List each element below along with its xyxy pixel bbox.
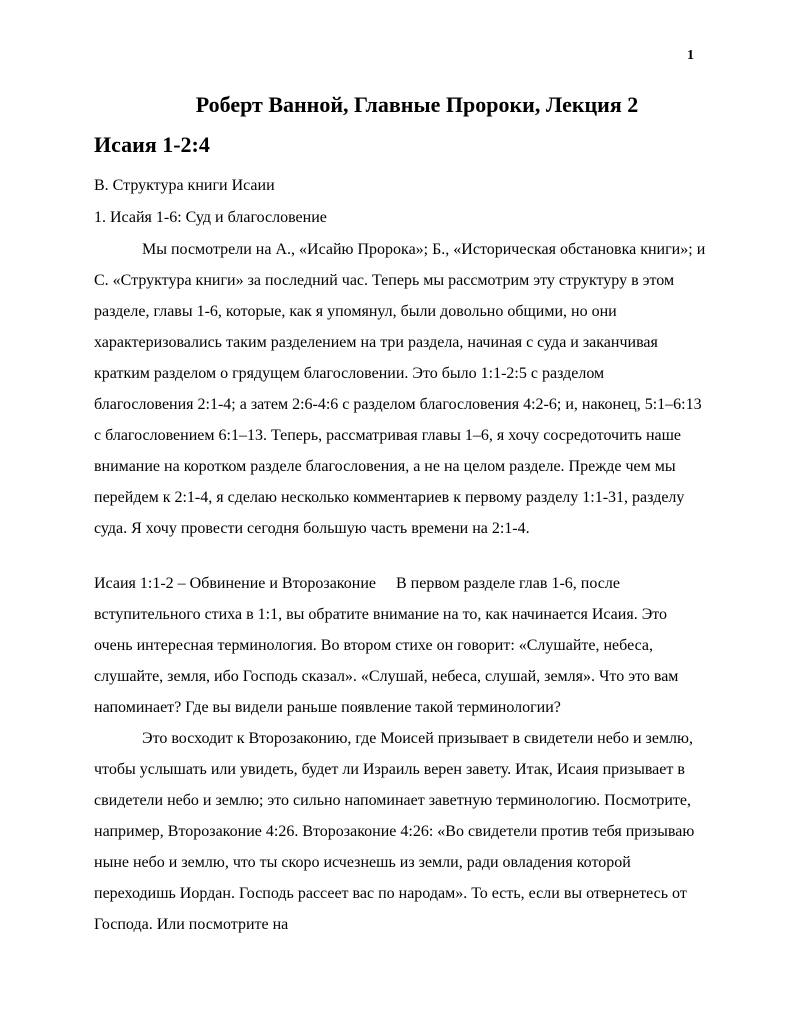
subheading-judgment-blessing: 1. Исайя 1-6: Суд и благословение	[94, 209, 327, 226]
paragraph: Это восходит к Второзаконию, где Моисей призывает в свидетели небо и землю, чтобы услышать или увидеть, будет ли Израиль верен завету. Итак, Исаия призывает в свидетели небо и землю; это сильно напоминает заветную терминологию. Посмотрите, например, Второзаконие 4:26. Второзаконие 4:26: «Во свидетели против тебя призываю ныне небо и землю, что ты скоро исчезнешь из земли, ради овладения которой переходишь Иордан. Господь рассеет вас по народам». То есть, если вы отвернетесь от Господа. Или посмотрите на	[94, 730, 695, 933]
page-number: 1	[687, 48, 694, 63]
paragraph	[94, 568, 706, 723]
paragraph-gap	[94, 544, 706, 568]
lecture-title: Роберт Ванной, Главные Пророки, Лекция 2	[195, 92, 639, 117]
paragraph-text: В первом разделе глав 1-6, после вступительного стиха в 1:1, вы обратите внимание на то, как начинается Исаия. Это очень интересная терминология. Во втором стихе он говорит: «Слушайте, небеса, слушайте, земля, ибо Господь сказал». «Слушай, небеса, слушай, земля». Что это вам напоминает? Где вы видели раньше появление такой терминологии?	[94, 575, 679, 716]
paragraph: Мы посмотрели на А., «Исайю Пророка»; Б., «Историческая обстановка книги»; и С. «Структура книги» за последний час. Теперь мы рассмотрим эту структуру в этом разделе, главы 1-6, которые, как я упомянул, были довольно общими, но они характеризовались таким разделением на три раздела, начиная с суда и заканчивая кратким разделом о грядущем благословении. Это было 1:1-2:5 с разделом благословения 2:1-4; а затем 2:6-4:6 с разделом благословения 4:2-6; и, наконец, 5:1–6:13 с благословением 6:1–13. Теперь, рассматривая главы 1–6, я хочу сосредоточить наше внимание на коротком разделе благословения, а не на целом разделе. Прежде чем мы перейдем к 2:1-4, я сделаю несколько комментариев к первому разделу 1:1-31, разделу суда. Я хочу провести сегодня большую часть времени на 2:1-4.	[94, 241, 706, 537]
section-heading: Исаия 1-2:4	[94, 132, 210, 157]
subheading-structure: B. Структура книги Исаии	[94, 177, 275, 194]
document-body	[94, 90, 706, 940]
inline-heading: Исаия 1:1-2 – Обвинение и Второзаконие	[94, 575, 376, 592]
